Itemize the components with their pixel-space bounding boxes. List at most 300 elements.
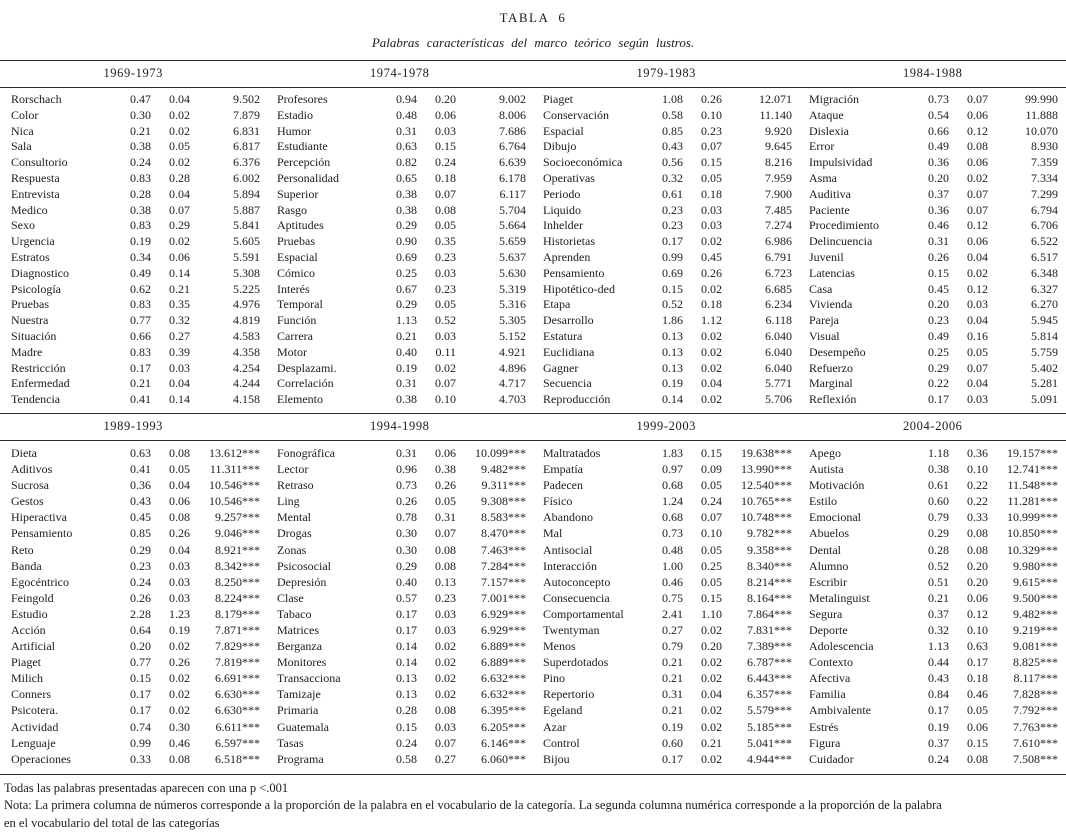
table-row [8, 282, 260, 298]
table-row [540, 155, 792, 171]
value-cell: 0.68 [650, 509, 683, 525]
value-cell: 0.73 [650, 525, 683, 541]
value-cell: 0.20 [689, 638, 722, 654]
value-cell: 0.30 [384, 525, 417, 541]
value-cell: 7.508*** [994, 751, 1058, 767]
value-cell: 0.05 [955, 345, 988, 361]
period-table [8, 445, 260, 767]
table-row [806, 574, 1058, 590]
value-cell: 11.281*** [994, 493, 1058, 509]
value-cell: 0.02 [423, 638, 456, 654]
word-cell: Ataque [806, 108, 910, 124]
table-row [8, 92, 260, 108]
value-cell: 0.04 [955, 313, 988, 329]
word-cell: Lenguaje [8, 735, 112, 751]
word-cell: Estratos [8, 250, 112, 266]
value-cell: 8.224*** [196, 590, 260, 606]
word-cell: Piaget [8, 654, 112, 670]
value-cell: 9.046*** [196, 525, 260, 541]
value-cell: 13.612*** [196, 445, 260, 461]
table-row [540, 590, 792, 606]
value-cell: 0.33 [118, 751, 151, 767]
word-cell: Color [8, 108, 112, 124]
value-cell: 11.140 [728, 108, 792, 124]
value-cell: 8.216 [728, 155, 792, 171]
value-cell: 7.463*** [462, 542, 526, 558]
value-cell: 0.07 [955, 187, 988, 203]
table-row [806, 751, 1058, 767]
value-cell: 1.00 [650, 558, 683, 574]
value-cell: 0.36 [955, 445, 988, 461]
word-cell: Control [540, 735, 644, 751]
word-cell: Físico [540, 493, 644, 509]
table-row [274, 234, 526, 250]
value-cell: 0.62 [118, 282, 151, 298]
word-cell: Autoconcepto [540, 574, 644, 590]
table-row [8, 124, 260, 140]
table-row [540, 218, 792, 234]
period-table [274, 445, 526, 767]
value-cell: 0.06 [423, 445, 456, 461]
value-cell: 0.40 [384, 574, 417, 590]
table-row [8, 719, 260, 735]
value-cell: 5.185*** [728, 719, 792, 735]
value-cell: 0.45 [689, 250, 722, 266]
value-cell: 6.118 [728, 313, 792, 329]
value-cell: 0.08 [955, 139, 988, 155]
value-cell: 8.117*** [994, 670, 1058, 686]
table-row [806, 187, 1058, 203]
word-cell: Reproducción [540, 392, 644, 408]
table-row [806, 171, 1058, 187]
table-row [8, 313, 260, 329]
value-cell: 0.24 [118, 155, 151, 171]
word-cell: Desempeño [806, 345, 910, 361]
value-cell: 0.61 [916, 477, 949, 493]
value-cell: 0.60 [650, 735, 683, 751]
value-cell: 0.19 [650, 376, 683, 392]
value-cell: 6.787*** [728, 654, 792, 670]
word-cell: Liquido [540, 203, 644, 219]
table-row [806, 461, 1058, 477]
value-cell: 0.10 [955, 461, 988, 477]
value-cell: 6.395*** [462, 702, 526, 718]
word-cell: Egocéntrico [8, 574, 112, 590]
word-cell: Mental [274, 509, 378, 525]
value-cell: 5.225 [196, 282, 260, 298]
value-cell: 6.443*** [728, 670, 792, 686]
table-row [8, 702, 260, 718]
value-cell: 10.850*** [994, 525, 1058, 541]
table-row [540, 525, 792, 541]
value-cell: 9.615*** [994, 574, 1058, 590]
word-cell: Correlación [274, 376, 378, 392]
value-cell: 0.83 [118, 297, 151, 313]
word-cell: Aptitudes [274, 218, 378, 234]
value-cell: 0.02 [689, 234, 722, 250]
period-table [274, 92, 526, 408]
word-cell: Guatemala [274, 719, 378, 735]
word-cell: Twentyman [540, 622, 644, 638]
table-row [8, 345, 260, 361]
footnote-nota-line2: en el vocabulario del total de las categorías [4, 815, 1062, 832]
word-cell: Conners [8, 686, 112, 702]
value-cell: 5.091 [994, 392, 1058, 408]
table-row [806, 542, 1058, 558]
period-label: 1974-1978 [267, 66, 534, 81]
value-cell: 0.44 [916, 654, 949, 670]
word-cell: Error [806, 139, 910, 155]
value-cell: 0.63 [955, 638, 988, 654]
value-cell: 9.920 [728, 124, 792, 140]
value-cell: 0.07 [955, 361, 988, 377]
value-cell: 0.77 [118, 313, 151, 329]
word-cell: Aprenden [540, 250, 644, 266]
value-cell: 0.03 [689, 203, 722, 219]
value-cell: 0.03 [955, 297, 988, 313]
value-cell: 0.61 [650, 187, 683, 203]
table-row [274, 702, 526, 718]
table-row [806, 218, 1058, 234]
table-row [274, 445, 526, 461]
value-cell: 6.348 [994, 266, 1058, 282]
table-row [8, 218, 260, 234]
word-cell: Deporte [806, 622, 910, 638]
footnote-p-value: Todas las palabras presentadas aparecen con una p <.001 [4, 780, 1062, 798]
table-row [274, 735, 526, 751]
value-cell: 0.10 [955, 622, 988, 638]
value-cell: 0.07 [157, 203, 190, 219]
word-cell: Pensamiento [540, 266, 644, 282]
value-cell: 12.741*** [994, 461, 1058, 477]
word-cell: Berganza [274, 638, 378, 654]
table-row [540, 392, 792, 408]
value-cell: 0.38 [118, 139, 151, 155]
table-row [540, 297, 792, 313]
value-cell: 0.52 [650, 297, 683, 313]
value-cell: 0.26 [916, 250, 949, 266]
value-cell: 0.02 [157, 108, 190, 124]
value-cell: 0.79 [916, 509, 949, 525]
value-cell: 6.376 [196, 155, 260, 171]
value-cell: 99.990 [994, 92, 1058, 108]
value-cell: 0.02 [689, 392, 722, 408]
table-row [540, 203, 792, 219]
value-cell: 5.152 [462, 329, 526, 345]
value-cell: 7.274 [728, 218, 792, 234]
value-cell: 0.46 [916, 218, 949, 234]
word-cell: Conservación [540, 108, 644, 124]
value-cell: 6.205*** [462, 719, 526, 735]
word-cell: Marginal [806, 376, 910, 392]
period-label: 1984-1988 [800, 66, 1066, 81]
value-cell: 0.48 [650, 542, 683, 558]
word-cell: Interés [274, 282, 378, 298]
value-cell: 0.03 [955, 392, 988, 408]
value-cell: 0.39 [157, 345, 190, 361]
table-row [806, 108, 1058, 124]
value-cell: 0.43 [916, 670, 949, 686]
word-cell: Tabaco [274, 606, 378, 622]
value-cell: 6.270 [994, 297, 1058, 313]
word-cell: Carrera [274, 329, 378, 345]
value-cell: 0.26 [689, 92, 722, 108]
table-row [274, 218, 526, 234]
word-cell: Elemento [274, 392, 378, 408]
word-cell: Superdotados [540, 654, 644, 670]
table-row [806, 266, 1058, 282]
value-cell: 0.29 [384, 218, 417, 234]
value-cell: 13.990*** [728, 461, 792, 477]
word-cell: Operativas [540, 171, 644, 187]
value-cell: 0.06 [955, 590, 988, 606]
value-cell: 7.864*** [728, 606, 792, 622]
value-cell: 6.791 [728, 250, 792, 266]
value-cell: 0.02 [423, 654, 456, 670]
word-cell: Abuelos [806, 525, 910, 541]
value-cell: 0.18 [689, 297, 722, 313]
value-cell: 0.66 [118, 329, 151, 345]
table-row [540, 477, 792, 493]
table-row [274, 719, 526, 735]
value-cell: 0.18 [423, 171, 456, 187]
table-row [8, 187, 260, 203]
value-cell: 7.831*** [728, 622, 792, 638]
value-cell: 0.29 [384, 558, 417, 574]
table-row [806, 376, 1058, 392]
table-row [8, 558, 260, 574]
word-cell: Dental [806, 542, 910, 558]
word-cell: Milich [8, 670, 112, 686]
table-row [806, 155, 1058, 171]
value-cell: 0.47 [118, 92, 151, 108]
word-cell: Aditivos [8, 461, 112, 477]
value-cell: 4.358 [196, 345, 260, 361]
value-cell: 0.31 [384, 124, 417, 140]
value-cell: 6.234 [728, 297, 792, 313]
table-row [806, 445, 1058, 461]
value-cell: 7.389*** [728, 638, 792, 654]
word-cell: Dieta [8, 445, 112, 461]
value-cell: 0.14 [384, 654, 417, 670]
table-row [806, 250, 1058, 266]
value-cell: 5.605 [196, 234, 260, 250]
value-cell: 9.645 [728, 139, 792, 155]
value-cell: 6.817 [196, 139, 260, 155]
word-cell: Nica [8, 124, 112, 140]
table-subtitle: Palabras características del marco teórico según lustros. [0, 35, 1066, 51]
word-cell: Psicosocial [274, 558, 378, 574]
value-cell: 8.164*** [728, 590, 792, 606]
table-row [8, 155, 260, 171]
table-row [8, 574, 260, 590]
word-cell: Segura [806, 606, 910, 622]
period-table [8, 92, 260, 408]
table-row [806, 719, 1058, 735]
value-cell: 9.002 [462, 92, 526, 108]
table-row [806, 509, 1058, 525]
value-cell: 0.14 [157, 392, 190, 408]
value-cell: 9.782*** [728, 525, 792, 541]
value-cell: 1.18 [916, 445, 949, 461]
word-cell: Estrés [806, 719, 910, 735]
value-cell: 0.17 [118, 686, 151, 702]
value-cell: 0.13 [650, 345, 683, 361]
table-row [540, 719, 792, 735]
table-row [806, 139, 1058, 155]
table-row [540, 606, 792, 622]
word-cell: Pino [540, 670, 644, 686]
table-row [274, 606, 526, 622]
value-cell: 7.485 [728, 203, 792, 219]
value-cell: 0.28 [916, 542, 949, 558]
value-cell: 5.894 [196, 187, 260, 203]
table-row [274, 266, 526, 282]
word-cell: Banda [8, 558, 112, 574]
value-cell: 0.83 [118, 218, 151, 234]
value-cell: 0.21 [118, 376, 151, 392]
value-cell: 5.704 [462, 203, 526, 219]
value-cell: 0.15 [689, 590, 722, 606]
word-cell: Dibujo [540, 139, 644, 155]
table-row [274, 509, 526, 525]
word-cell: Motor [274, 345, 378, 361]
value-cell: 0.26 [423, 477, 456, 493]
value-cell: 5.664 [462, 218, 526, 234]
value-cell: 0.15 [916, 266, 949, 282]
value-cell: 0.07 [689, 509, 722, 525]
value-cell: 2.28 [118, 606, 151, 622]
value-cell: 19.638*** [728, 445, 792, 461]
table-row [806, 686, 1058, 702]
value-cell: 0.38 [423, 461, 456, 477]
value-cell: 0.08 [423, 542, 456, 558]
value-cell: 4.921 [462, 345, 526, 361]
value-cell: 0.31 [650, 686, 683, 702]
value-cell: 0.04 [157, 477, 190, 493]
value-cell: 0.27 [423, 751, 456, 767]
value-cell: 0.05 [955, 702, 988, 718]
value-cell: 0.26 [384, 493, 417, 509]
value-cell: 0.21 [650, 702, 683, 718]
value-cell: 0.05 [423, 493, 456, 509]
value-cell: 6.060*** [462, 751, 526, 767]
word-cell: Artificial [8, 638, 112, 654]
value-cell: 6.723 [728, 266, 792, 282]
value-cell: 7.879 [196, 108, 260, 124]
value-cell: 2.41 [650, 606, 683, 622]
value-cell: 6.764 [462, 139, 526, 155]
word-cell: Psicotera. [8, 702, 112, 718]
value-cell: 6.986 [728, 234, 792, 250]
value-cell: 0.10 [689, 108, 722, 124]
value-cell: 0.38 [384, 187, 417, 203]
table-row [540, 250, 792, 266]
value-cell: 0.24 [384, 735, 417, 751]
period-label: 1994-1998 [267, 419, 534, 434]
value-cell: 0.28 [157, 171, 190, 187]
word-cell: Delincuencia [806, 234, 910, 250]
value-cell: 0.06 [955, 155, 988, 171]
value-cell: 0.23 [118, 558, 151, 574]
value-cell: 0.17 [650, 234, 683, 250]
value-cell: 0.05 [157, 139, 190, 155]
footnote-nota-line1: Nota: La primera columna de números corresponde a la proporción de la palabra en el vocabulario de la categoría. La segunda columna numérica corresponde a la proporción de la palabra [4, 797, 1062, 815]
value-cell: 7.792*** [994, 702, 1058, 718]
table-row [540, 574, 792, 590]
value-cell: 0.90 [384, 234, 417, 250]
value-cell: 0.36 [118, 477, 151, 493]
value-cell: 0.85 [118, 525, 151, 541]
value-cell: 7.871*** [196, 622, 260, 638]
value-cell: 4.158 [196, 392, 260, 408]
word-cell: Visual [806, 329, 910, 345]
value-cell: 0.24 [689, 493, 722, 509]
value-cell: 0.64 [118, 622, 151, 638]
table-row [540, 234, 792, 250]
value-cell: 0.38 [384, 203, 417, 219]
value-cell: 0.12 [955, 606, 988, 622]
value-cell: 10.546*** [196, 477, 260, 493]
value-cell: 0.19 [384, 361, 417, 377]
value-cell: 6.889*** [462, 638, 526, 654]
value-cell: 0.58 [384, 751, 417, 767]
value-cell: 5.591 [196, 250, 260, 266]
value-cell: 0.06 [423, 108, 456, 124]
value-cell: 5.319 [462, 282, 526, 298]
value-cell: 0.63 [384, 139, 417, 155]
value-cell: 0.69 [384, 250, 417, 266]
value-cell: 0.15 [118, 670, 151, 686]
word-cell: Diagnostico [8, 266, 112, 282]
value-cell: 0.08 [955, 542, 988, 558]
value-cell: 8.250*** [196, 574, 260, 590]
value-cell: 0.07 [955, 92, 988, 108]
table-row [8, 266, 260, 282]
value-cell: 0.25 [689, 558, 722, 574]
value-cell: 10.999*** [994, 509, 1058, 525]
value-cell: 0.13 [650, 329, 683, 345]
value-cell: 10.546*** [196, 493, 260, 509]
value-cell: 0.20 [916, 171, 949, 187]
value-cell: 5.637 [462, 250, 526, 266]
table-row [806, 622, 1058, 638]
table-row [274, 187, 526, 203]
word-cell: Monitores [274, 654, 378, 670]
table-row [540, 376, 792, 392]
value-cell: 0.04 [955, 376, 988, 392]
word-cell: Zonas [274, 542, 378, 558]
table-row [274, 155, 526, 171]
table-row [806, 203, 1058, 219]
value-cell: 0.05 [423, 297, 456, 313]
value-cell: 0.41 [118, 461, 151, 477]
value-cell: 5.316 [462, 297, 526, 313]
value-cell: 0.11 [423, 345, 456, 361]
table-row [274, 638, 526, 654]
table-row [8, 622, 260, 638]
value-cell: 0.07 [423, 525, 456, 541]
value-cell: 0.23 [916, 313, 949, 329]
word-cell: Consecuencia [540, 590, 644, 606]
word-cell: Entrevista [8, 187, 112, 203]
word-cell: Actividad [8, 719, 112, 735]
table-row [540, 266, 792, 282]
value-cell: 4.976 [196, 297, 260, 313]
value-cell: 0.68 [650, 477, 683, 493]
value-cell: 0.46 [157, 735, 190, 751]
value-cell: 4.896 [462, 361, 526, 377]
